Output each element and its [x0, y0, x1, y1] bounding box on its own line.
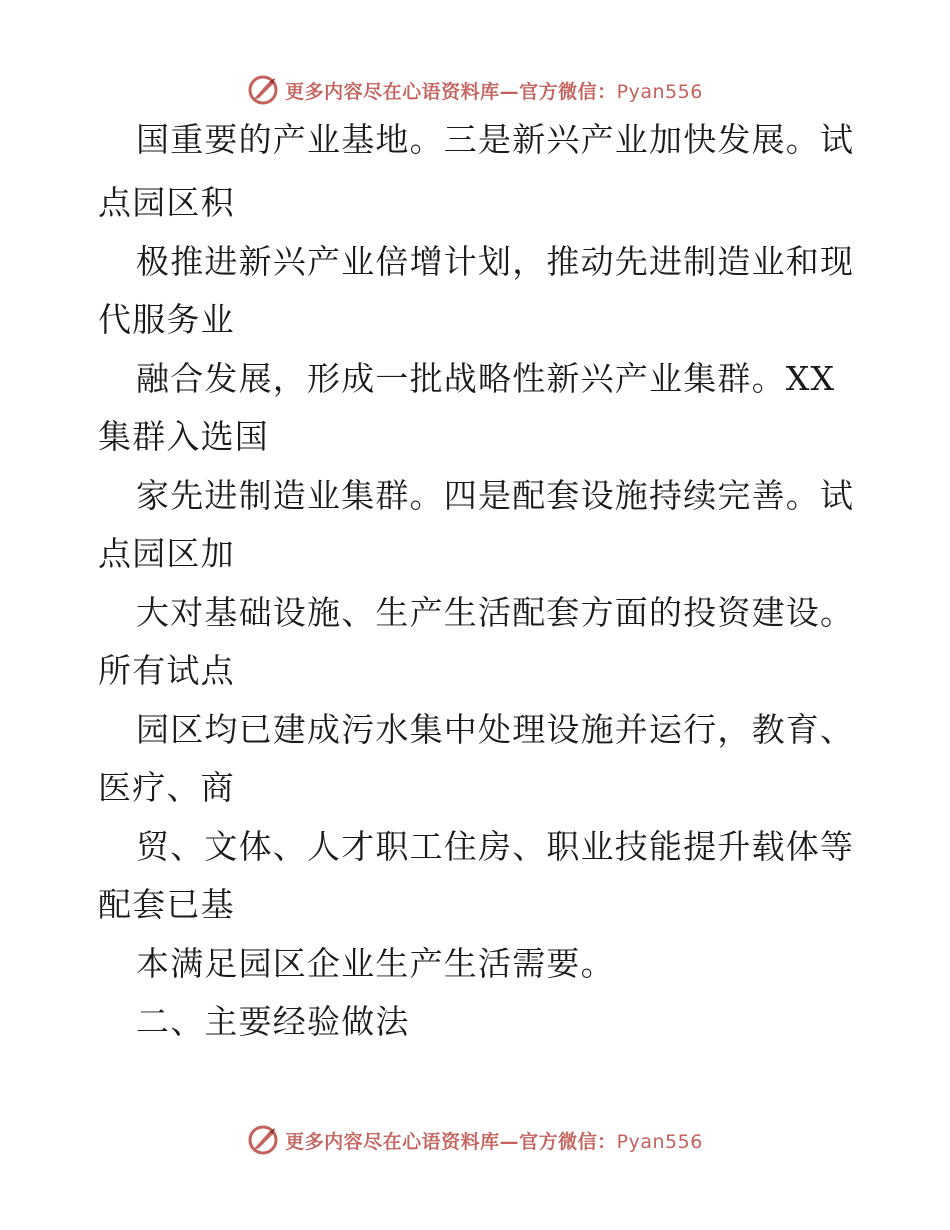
- banner-text: 更多内容尽在心语资料库—官方微信：Pyan556: [285, 1130, 703, 1153]
- text-line: 点园区积: [98, 183, 235, 222]
- quill-circle-logo-icon: [247, 74, 279, 106]
- text-line: 园区均已建成污水集中处理设施并运行，教育、: [136, 710, 855, 749]
- text-line: 代服务业: [98, 300, 235, 339]
- text-line: 国重要的产业基地。三是新兴产业加快发展。试: [136, 120, 855, 159]
- text-line: 医疗、商: [98, 768, 235, 807]
- text-line: 大对基础设施、生产生活配套方面的投资建设。: [136, 593, 855, 632]
- text-line: 点园区加: [98, 534, 235, 573]
- text-line: 融合发展，形成一批战略性新兴产业集群。XX: [136, 359, 836, 398]
- quill-circle-logo-icon: [247, 1124, 279, 1156]
- text-line: 本满足园区企业生产生活需要。: [136, 944, 615, 983]
- banner-text: 更多内容尽在心语资料库—官方微信：Pyan556: [285, 80, 703, 103]
- text-line: 家先进制造业集群。四是配套设施持续完善。试: [136, 476, 855, 515]
- wechat-id: Pyan556: [616, 1130, 703, 1153]
- section-heading: 二、主要经验做法: [136, 1002, 410, 1041]
- wechat-id: Pyan556: [616, 80, 703, 103]
- text-line: 集群入选国: [98, 417, 269, 456]
- text-line: 所有试点: [98, 651, 235, 690]
- text-line: 贸、文体、人才职工住房、职业技能提升载体等: [136, 827, 855, 866]
- text-line: 配套已基: [98, 885, 235, 924]
- header-banner: [0, 70, 950, 110]
- footer-banner: [0, 1120, 950, 1160]
- text-line: 极推进新兴产业倍增计划，推动先进制造业和现: [136, 242, 855, 281]
